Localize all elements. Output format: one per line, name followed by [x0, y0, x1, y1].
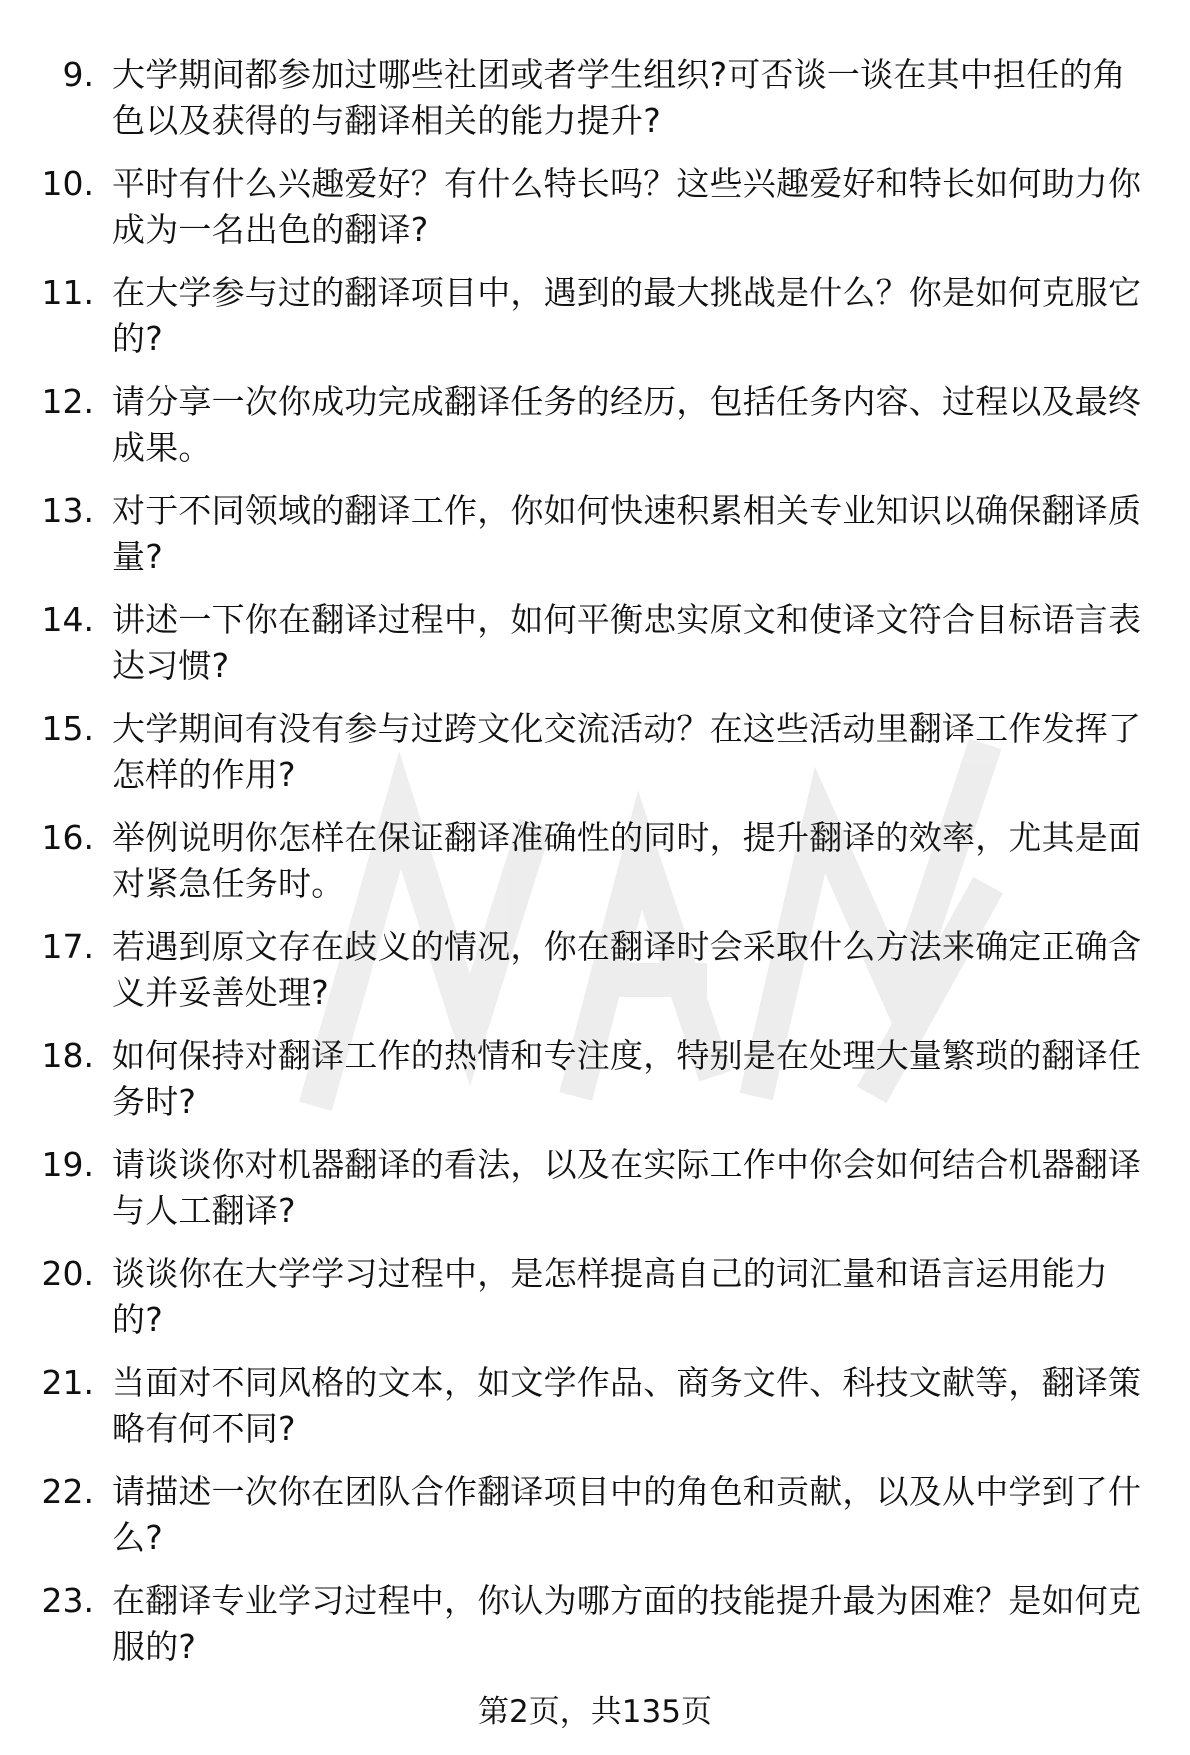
question-number: 11. — [41, 273, 94, 312]
question-number: 16. — [41, 818, 94, 857]
page-footer: 第2页，共135页 — [478, 1694, 712, 1730]
question-number: 12. — [41, 382, 94, 421]
question-text: 平时有什么兴趣爱好？有什么特长吗？这些兴趣爱好和特长如何助力你成为一名出色的翻译? — [112, 164, 1142, 249]
question-text: 请描述一次你在团队合作翻译项目中的角色和贡献，以及从中学到了什么? — [112, 1472, 1142, 1557]
question-item — [0, 379, 1190, 488]
question-list — [0, 52, 1190, 1687]
question-item — [0, 488, 1190, 597]
question-number: 22. — [41, 1472, 94, 1511]
question-text: 若遇到原文存在歧义的情况，你在翻译时会采取什么方法来确定正确含义并妥善处理? — [112, 927, 1142, 1012]
question-item — [0, 161, 1190, 270]
question-number: 9. — [62, 55, 94, 94]
question-text: 讲述一下你在翻译过程中，如何平衡忠实原文和使译文符合目标语言表达习惯? — [112, 600, 1142, 685]
question-number: 18. — [41, 1036, 94, 1075]
question-item — [0, 597, 1190, 706]
question-number: 21. — [41, 1363, 94, 1402]
question-text: 在大学参与过的翻译项目中，遇到的最大挑战是什么？你是如何克服它的? — [112, 273, 1142, 358]
question-text: 当面对不同风格的文本，如文学作品、商务文件、科技文献等，翻译策略有何不同? — [112, 1363, 1142, 1448]
question-item — [0, 1360, 1190, 1469]
question-item — [0, 1578, 1190, 1687]
question-text: 对于不同领域的翻译工作，你如何快速积累相关专业知识以确保翻译质量? — [112, 491, 1142, 576]
question-text: 大学期间都参加过哪些社团或者学生组织?可否谈一谈在其中担任的角色以及获得的与翻译相关的能力提升? — [112, 55, 1126, 140]
question-number: 17. — [41, 927, 94, 966]
question-text: 请谈谈你对机器翻译的看法，以及在实际工作中你会如何结合机器翻译与人工翻译? — [112, 1145, 1142, 1230]
question-item — [0, 52, 1190, 161]
question-text: 请分享一次你成功完成翻译任务的经历，包括任务内容、过程以及最终成果。 — [112, 382, 1142, 467]
question-number: 14. — [41, 600, 94, 639]
question-item — [0, 1469, 1190, 1578]
question-item — [0, 1251, 1190, 1360]
question-number: 23. — [41, 1581, 94, 1620]
question-item — [0, 924, 1190, 1033]
question-text: 谈谈你在大学学习过程中，是怎样提高自己的词汇量和语言运用能力的? — [112, 1254, 1108, 1339]
question-number: 15. — [41, 709, 94, 748]
question-number: 13. — [41, 491, 94, 530]
question-text: 举例说明你怎样在保证翻译准确性的同时，提升翻译的效率，尤其是面对紧急任务时。 — [112, 818, 1142, 903]
question-item — [0, 1033, 1190, 1142]
question-item — [0, 815, 1190, 924]
question-number: 20. — [41, 1254, 94, 1293]
question-item — [0, 1142, 1190, 1251]
question-text: 大学期间有没有参与过跨文化交流活动？在这些活动里翻译工作发挥了怎样的作用? — [112, 709, 1142, 794]
question-text: 在翻译专业学习过程中，你认为哪方面的技能提升最为困难？是如何克服的? — [112, 1581, 1142, 1666]
question-item — [0, 270, 1190, 379]
question-number: 10. — [41, 164, 94, 203]
question-number: 19. — [41, 1145, 94, 1184]
question-item — [0, 706, 1190, 815]
question-text: 如何保持对翻译工作的热情和专注度，特别是在处理大量繁琐的翻译任务时? — [112, 1036, 1142, 1121]
